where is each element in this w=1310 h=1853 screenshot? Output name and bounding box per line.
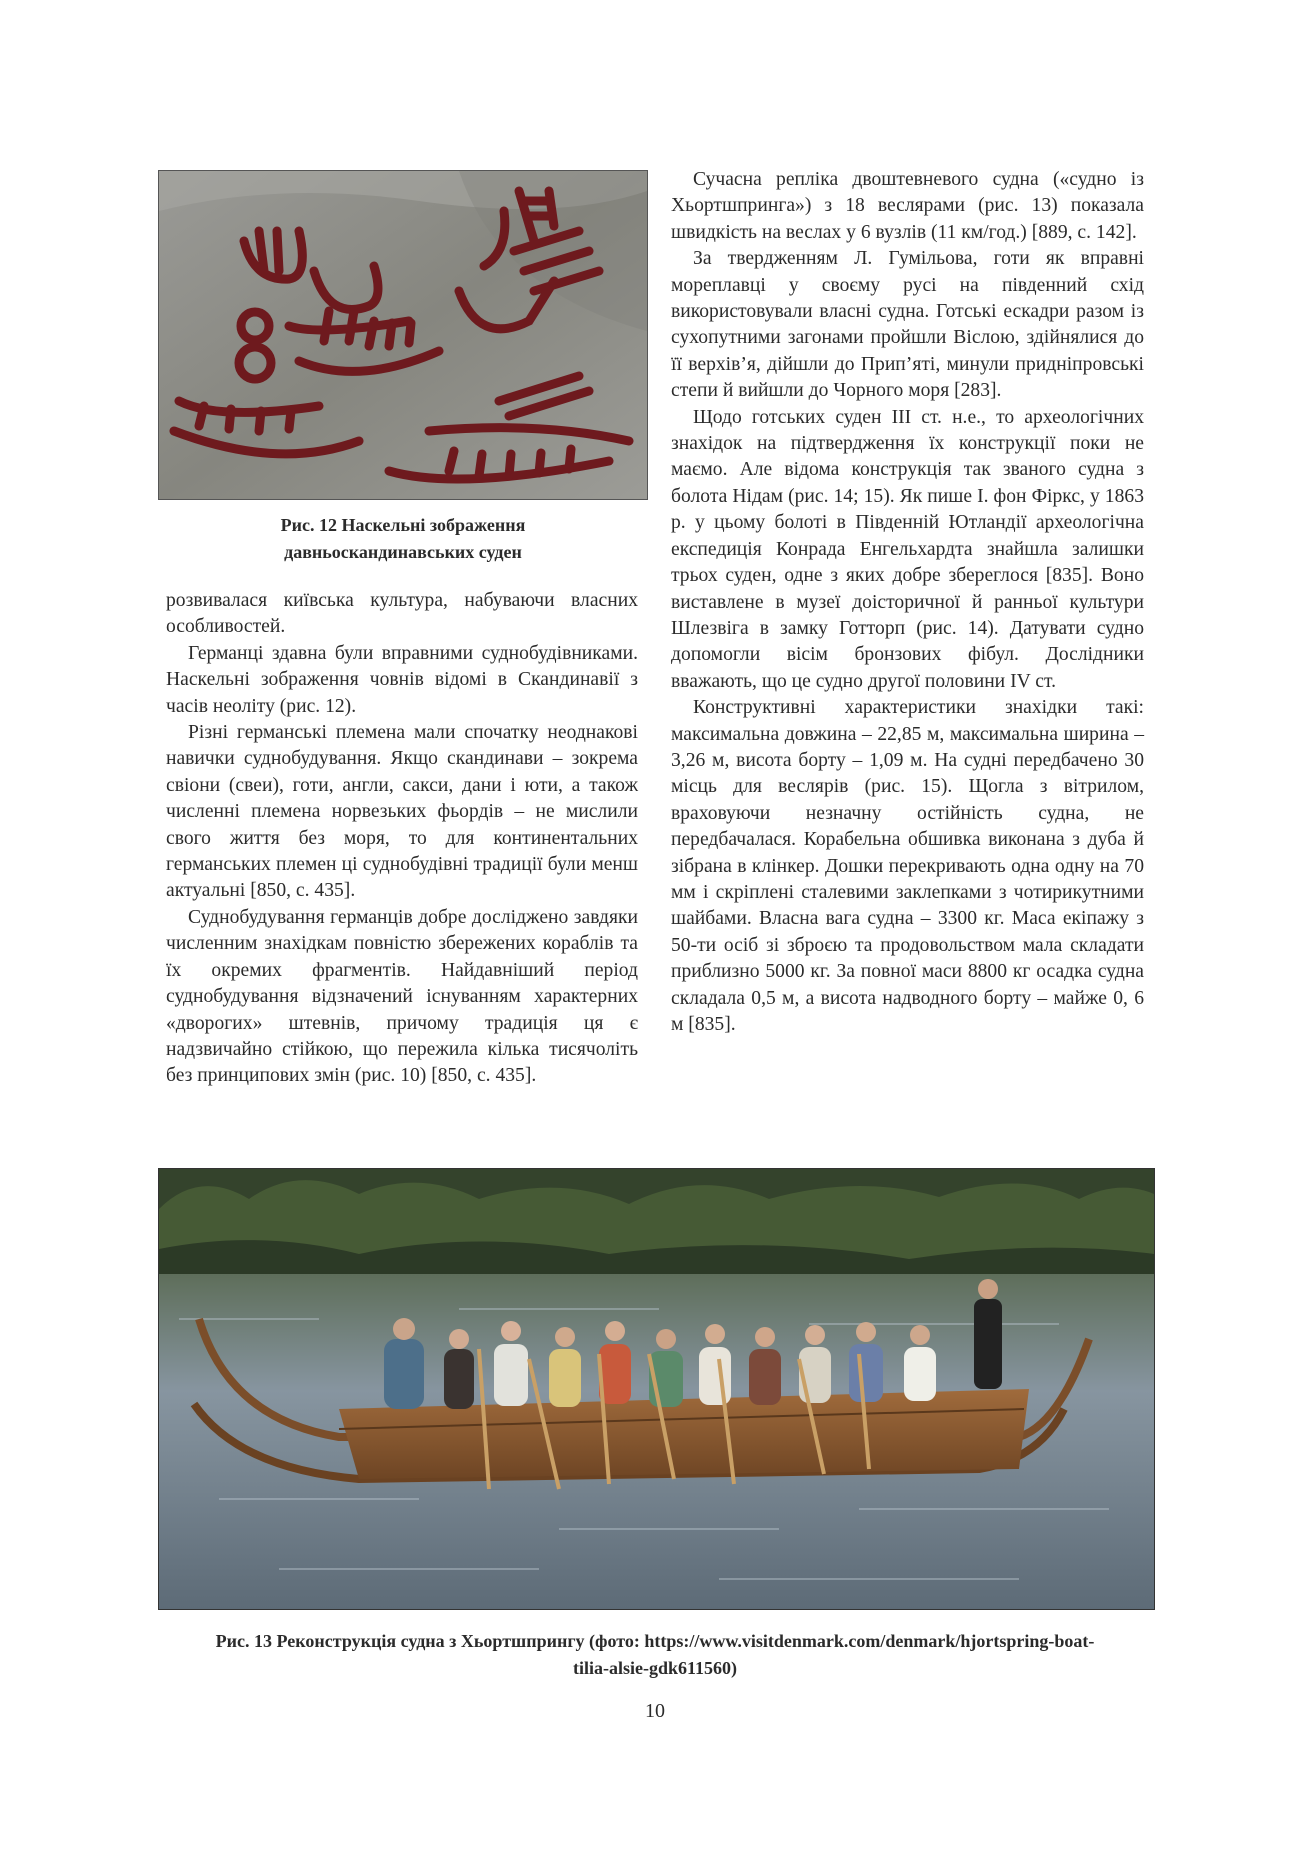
figure-12-caption-line-2: давньоскандинавських суден <box>284 542 522 562</box>
left-column-text <box>166 588 638 1090</box>
left-paragraph-3: Різні германські племена мали спочатку неоднакові навички суднобудування. Якщо скандинави – зокрема свіони (свеи), готи, англи, сакси, дани і юти, а також численні племена норвезьких фьордів – не мислили свого життя без моря, то для континентальних германських племен ці суднобудівні традиції були менш актуальні [850, с. 435]. <box>166 722 638 902</box>
left-paragraph-4: Суднобудування германців добре досліджено завдяки численним знахідкам повністю збережених кораблів та їх окремих фрагментів. Найдавніший період суднобудування відзначений існуванням характерних «дворогих» штевнів, причому традиція ця є надзвичайно стійкою, що пережила кілька тисячоліть без принципових змін (рис. 10) [850, с. 435]. <box>166 906 638 1087</box>
right-column-text <box>671 167 1144 1038</box>
right-paragraph-3: Щодо готських суден III ст. н.е., то археологічних знахідок на підтвердження їх конструкції поки не маємо. Але відома конструкція так званого судна з болота Нідам (рис. 14; 15). Як пише І. фон Фіркс, у 1863 р. у цьому болоті в Південній Ютландії археологічна експедиція Конрада Енгельхардта знайшла залишки трьох суден, одне з яких добре збереглося [835]. Воно виставлене в музеї доісторичної й ранньої культури Шлезвіга в замку Готторп (рис. 14). Датувати судно допомогли вісім бронзових фібул. Дослідники вважають, що це судно другої половини IV ст. <box>671 406 1144 692</box>
figure-13-caption-line-2: tilia-alsie-gdk611560) <box>572 1658 737 1678</box>
left-paragraph-2: Германці здавна були вправними суднобудівниками. Наскельні зображення човнів відомі в Скандинавії з часів неоліту (рис. 12). <box>166 642 638 717</box>
figure-13-boat-photo <box>158 1168 1155 1610</box>
figure-13-caption-line-1: Рис. 13 Реконструкція судна з Хьортшпрингу (фото: https://www.visitdenmark.com/denmark/hjortspring-boat- <box>215 1631 1095 1651</box>
figure-13-caption <box>160 1628 1150 1682</box>
right-paragraph-1: Сучасна репліка двоштевневого судна («судно із Хьортшпринга») з 18 веслярами (рис. 13) показала швидкість на веслах у 6 вузлів (11 км/год.) [889, с. 142]. <box>671 169 1144 243</box>
left-paragraph-1: розвивалася київська культура, набуваючи власних особливостей. <box>166 590 638 638</box>
figure-12-caption-line-1: Рис. 12 Наскельні зображення <box>280 515 526 535</box>
right-paragraph-2: За твердженням Л. Гумільова, готи як вправні мореплавці у своєму русі на південний схід використовували власні судна. Готські ескадри разом із сухопутними загонами пройшли Віслою, здійнялися до її верхів’я, дійшли до Прип’яті, минули придніпровські степи й вийшли до Чорного моря [283]. <box>671 248 1144 402</box>
page-number: 10 <box>645 1700 665 1722</box>
right-paragraph-4: Конструктивні характеристики знахідки такі: максимальна довжина – 22,85 м, максимальна ширина – 3,26 м, висота борту – 1,09 м. На судні передбачено 30 місць для веслярів (рис. 15). Щогла з вітрилом, враховуючи незначну остійність судна, не передбачалася. Корабельна обшивка виконана з дуба й зібрана в клінкер. Дошки перекривають одна одну на 70 мм і скріплені сталевими заклепками з чотирикутними шайбами. Власна вага судна – 3300 кг. Маса екіпажу з 50-ти осіб зі зброєю та продовольством мала складати приблизно 5000 кг. За повної маси 8800 кг осадка судна складала 0,5 м, а висота надводного борту – майже 0, 6 м [835]. <box>671 697 1144 1035</box>
figure-12-rock-carvings-image <box>158 170 648 500</box>
figure-12-caption <box>158 512 648 566</box>
